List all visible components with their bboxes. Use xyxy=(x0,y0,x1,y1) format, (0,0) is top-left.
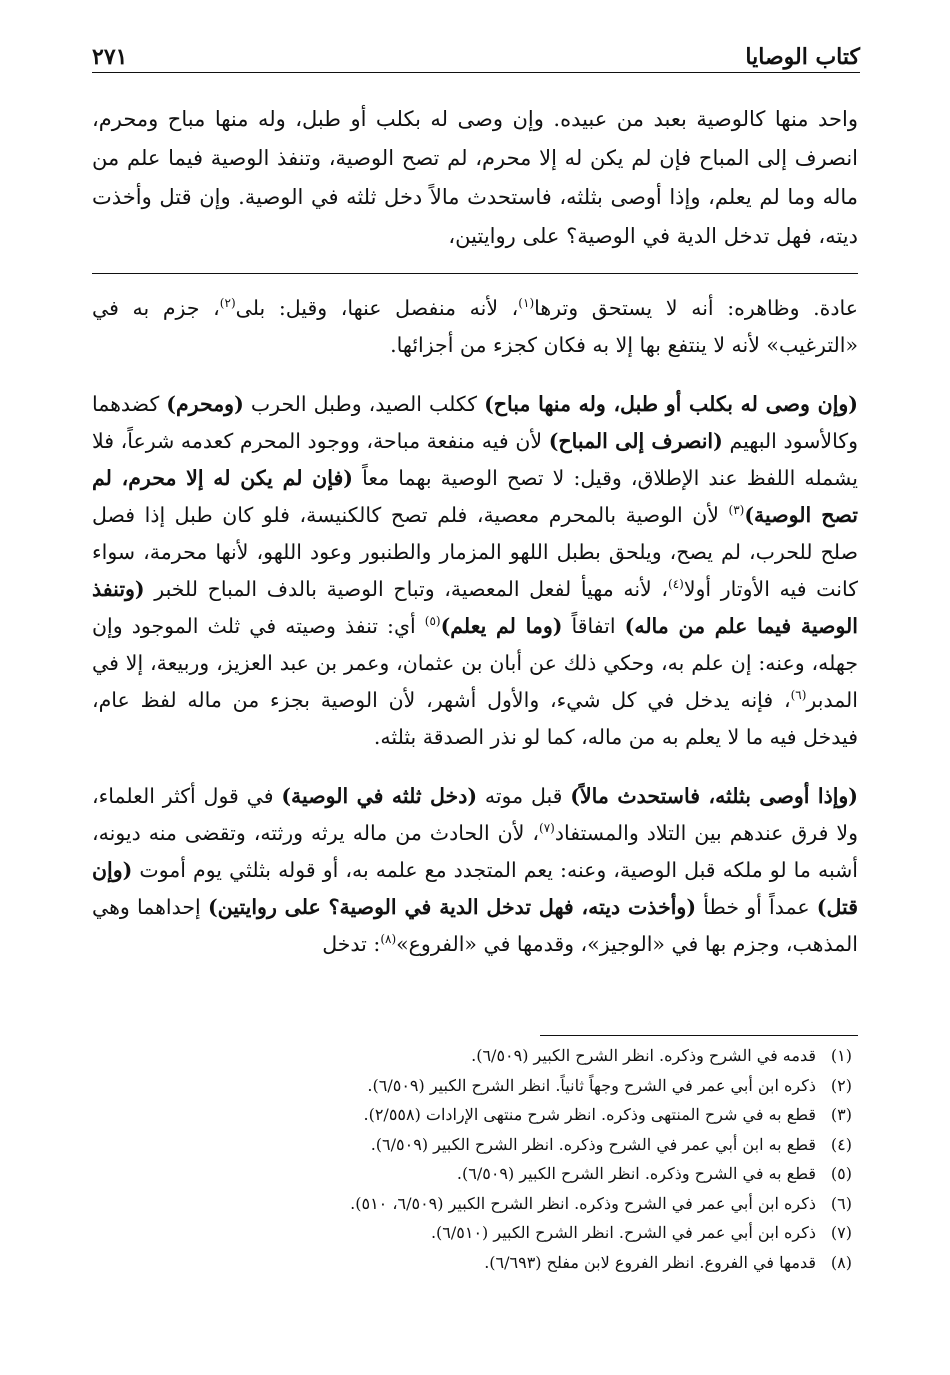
text-run: إحداهما وهي المذهب، وجزم بها في «الوجيز»، وقدمها في «الفروع» xyxy=(92,895,858,956)
footnote-number: (١) xyxy=(830,1046,852,1065)
text-run: ، لأنه منفصل عنها، وقيل: بلى xyxy=(235,296,519,320)
text-run: في قول أكثر العلماء، ولا فرق عندهم بين التلاد والمستفاد xyxy=(92,784,859,845)
text-run: أي: تنفذ وصيته في ثلث الموجود وإن جهله، وعنه: إن علم به، وحكي ذلك عن أبان بن عثمان، وعمر بن عبد العزيز، وربيعة، إلا في المدبر xyxy=(92,614,858,712)
footnote-number: (٦) xyxy=(830,1193,852,1213)
text-run: اتفاقاً xyxy=(562,614,625,638)
footnote-text: قدمه في الشرح وذكره. انظر الشرح الكبير (٦/٥٠٩). xyxy=(471,1046,816,1065)
text-separator xyxy=(92,273,858,274)
footnote xyxy=(92,1071,852,1101)
footnote-ref: (٦) xyxy=(790,688,807,703)
quoted-matn: (فإن لم يكن له إلا محرم، لم تصح الوصية) xyxy=(92,466,858,527)
text-run: : تدخل xyxy=(322,932,381,956)
quoted-matn: (وما لم يعلم) xyxy=(440,614,563,638)
footnote-ref: (٥) xyxy=(424,614,441,629)
footnote-ref: (٤) xyxy=(668,577,684,592)
main-text: واحد منها كالوصية بعبد من عبيده. وإن وصى له بكلب أو طبل، وله منها مباح ومحرم، انصرف إلى المباح فإن لم يكن له إلا محرم، لم تصح الوصية، وتنفذ الوصية فيما علم من ماله وما لم يعلم، وإذا أوصى بثلثه، فاستحدث مالاً دخل ثلثه في الوصية. وإن قتل وأخذت ديته، فهل تدخل الدية في الوصية؟ على روايتين، xyxy=(92,107,858,248)
footnote-number: (٥) xyxy=(830,1164,852,1183)
quoted-matn: (وإذا أوصى بثلثه، فاستحدث مالاً) xyxy=(570,784,858,808)
footnotes xyxy=(92,1041,852,1277)
chapter-title: كتاب الوصايا xyxy=(745,44,860,70)
quoted-matn: (ومحرم) xyxy=(166,392,244,416)
footnote-number: (٣) xyxy=(830,1105,852,1124)
footnote xyxy=(92,1041,852,1071)
footnote-ref: (١) xyxy=(518,296,535,311)
footnote-number: (٤) xyxy=(830,1134,852,1154)
text-run: ، فإنه يدخل في كل شيء، والأول أشهر، لأن الوصية بجزء من ماله لفظ عام، فيدخل فيه ما لا يعلم به من ماله، كما لو نذر الصدقة بثلثه. xyxy=(92,688,858,749)
footnote xyxy=(92,1130,852,1160)
footnote-text: قطع به في الشرح وذكره. انظر الشرح الكبير (٦/٥٠٩). xyxy=(456,1164,816,1183)
running-header xyxy=(92,38,860,73)
footnote xyxy=(92,1189,852,1219)
footnote xyxy=(92,1248,852,1278)
quoted-matn: (وإن وصى له بكلب أو طبل، وله منها مباح) xyxy=(484,392,858,416)
footnote-text: قدمها في الفروع. انظر الفروع لابن مفلح (٦/٦٩٣). xyxy=(484,1252,816,1272)
footnote-number: (٢) xyxy=(830,1075,852,1095)
quoted-matn: (دخل ثلثه في الوصية) xyxy=(281,784,478,808)
footnote-ref: (٧) xyxy=(539,821,555,836)
footnote-text: قطع به في شرح المنتهى وذكره. انظر شرح منتهى الإرادات (٢/٥٥٨). xyxy=(363,1105,816,1124)
footnote-ref: (٢) xyxy=(219,296,236,311)
text-run: ككلب الصيد، وطبل الحرب xyxy=(243,392,485,416)
commentary-paragraph-2 xyxy=(92,386,858,756)
page-number: ٢٧١ xyxy=(92,44,128,70)
quoted-matn: (وإن قتل) xyxy=(92,858,859,919)
footnote-number: (٧) xyxy=(830,1223,852,1242)
footnote xyxy=(92,1159,852,1189)
footnote xyxy=(92,1100,852,1130)
text-run: ، لأنه مهيأ لفعل المعصية، وتباح الوصية بالدف المباح للخبر xyxy=(144,577,668,601)
footnote-text: ذكره ابن أبي عمر في الشرح. انظر الشرح الكبير (٦/٥١٠). xyxy=(430,1223,816,1242)
footnote-text: قطع به ابن أبي عمر في الشرح وذكره. انظر الشرح الكبير (٦/٥٠٩). xyxy=(370,1134,816,1154)
text-run: عمداً أو خطأ xyxy=(696,895,817,919)
text-run: ، جزم به في «الترغيب» لأنه لا ينتفع بها إلا به فكان كجزء من أجزائها. xyxy=(92,296,858,357)
text-run: كضدهما وكالأسود البهيم xyxy=(92,392,858,453)
commentary-paragraph-3 xyxy=(92,778,858,963)
footnote-text: ذكره ابن أبي عمر في الشرح وجهاً ثانياً. انظر الشرح الكبير (٦/٥٠٩). xyxy=(367,1075,816,1095)
text-run: ، لأن الحادث من ماله يرثه ورثته، وتقضى منه ديونه، أشبه ما لو ملكه قبل الوصية، وعنه: يعم المتجدد مع علمه به، أو قوله بثلثي يوم أموت xyxy=(92,821,858,882)
quoted-matn: (وتنفذ الوصية فيما علم من ماله) xyxy=(92,577,858,638)
text-run: عادة. وظاهره: أنه لا يستحق وترها xyxy=(534,296,858,320)
text-run: لأن فيه منفعة مباحة، ووجود المحرم كعدمه شرعاً، فلا يشمله اللفظ عند الإطلاق، وقيل: لا تصح الوصية بهما معاً xyxy=(92,429,858,490)
quoted-matn: (انصرف إلى المباح) xyxy=(548,429,723,453)
footnote-text: ذكره ابن أبي عمر في الشرح وذكره. انظر الشرح الكبير (٦/٥٠٩، ٥١٠). xyxy=(350,1193,816,1213)
quoted-matn: (وأخذت ديته، فهل تدخل الدية في الوصية؟ على روايتين) xyxy=(207,895,697,919)
text-run: قبل موته xyxy=(477,784,571,808)
footnote-number: (٨) xyxy=(830,1252,852,1272)
footnote-ref: (٨) xyxy=(380,932,397,947)
commentary-paragraph-1 xyxy=(92,290,858,364)
text-run: لأن الوصية بالمحرم معصية، فلم تصح كالكنيسة، فلو كان طبل إذا فصل صلح للحرب، لم يصح، ويلحق بطبل اللهو المزمار والطنبور وعود اللهو، لأنها محرمة، سواء كانت فيه الأوتار أولا xyxy=(92,503,858,601)
footnote-separator xyxy=(540,1035,858,1036)
commentary xyxy=(92,290,858,985)
footnote-ref: (٣) xyxy=(728,503,745,518)
footnote xyxy=(92,1218,852,1248)
